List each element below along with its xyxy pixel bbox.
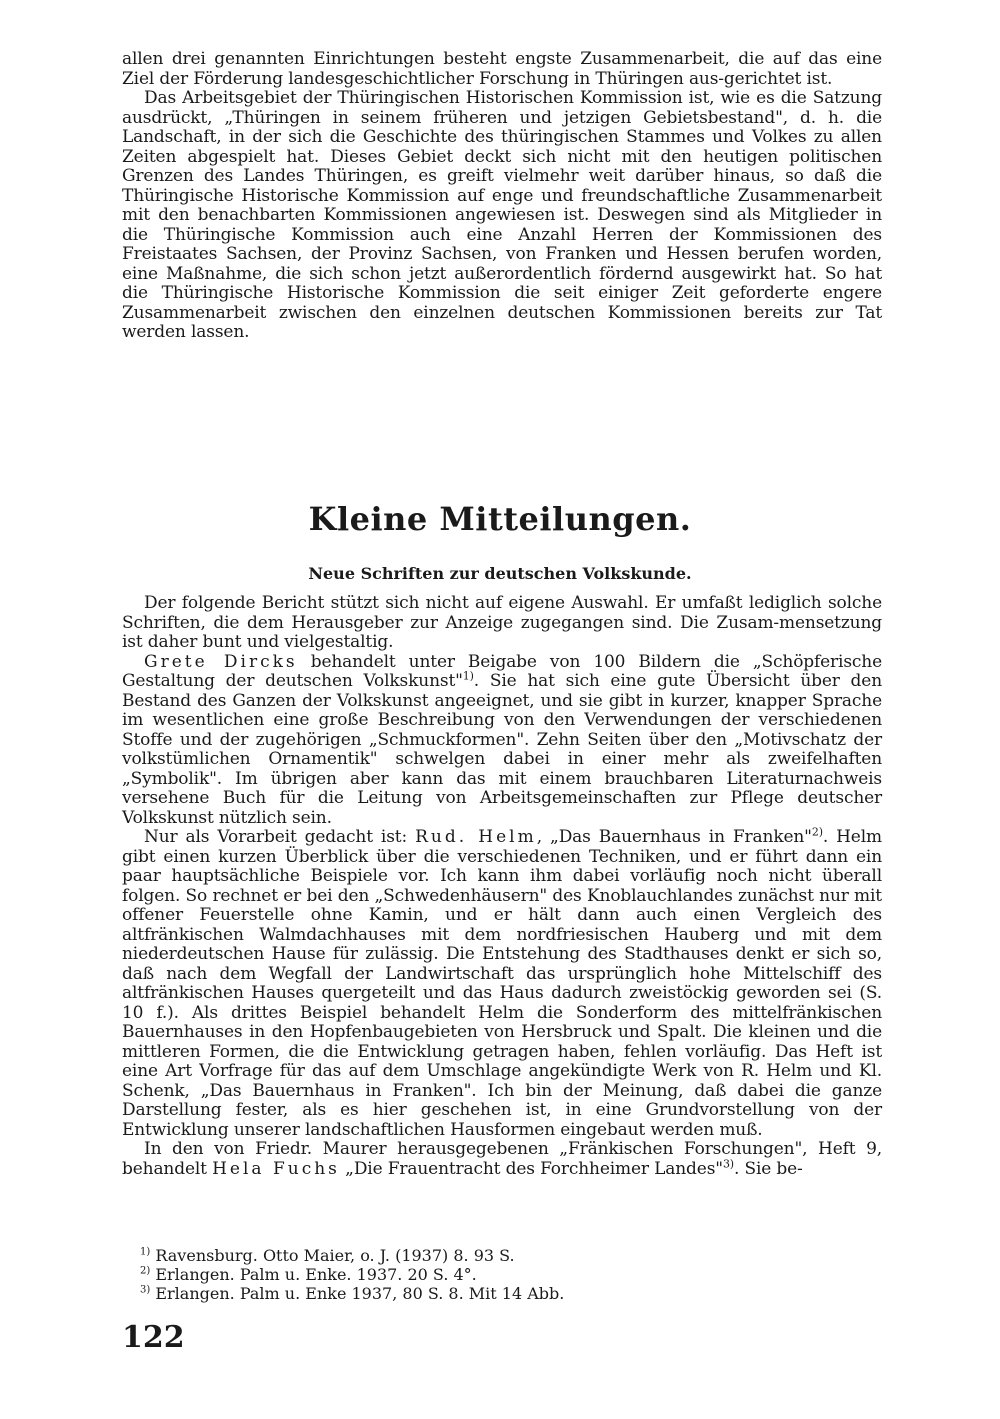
footnote-text: Erlangen. Palm u. Enke. 1937. 20 S. 4°. [150, 1265, 477, 1284]
footnotes [140, 1246, 840, 1303]
text-run: . Sie be- [733, 1158, 803, 1179]
author-name: Hela Fuchs [212, 1158, 340, 1179]
paragraph: allen drei genannten Einrichtungen besteht engste Zusammenarbeit, die auf das eine Ziel der Förderung landesgeschichtlicher Forschung in Thüringen aus-gerichtet ist. [122, 49, 882, 89]
footnote-mark: 3) [140, 1284, 151, 1296]
section-subheading: Neue Schriften zur deutschen Volkskunde. [308, 564, 692, 583]
text-run: behandelt unter Beigabe von 100 Bildern die „Schöpferische Gestaltung der deutschen Volkskunst" [122, 651, 882, 691]
footnote-ref: 3) [722, 1156, 734, 1170]
text-run: In den von Friedr. Maurer herausgegebenen „Fränkischen Forschungen", Heft 9, behandelt [122, 1139, 882, 1179]
paragraph [122, 825, 882, 1140]
main-text-block [122, 594, 882, 1179]
paragraph [122, 1140, 882, 1179]
footnote-mark: 1) [140, 1246, 151, 1258]
author-name: Rud. Helm [415, 827, 537, 847]
paragraph: Das Arbeitsgebiet der Thüringischen Historischen Kommission ist, wie es die Satzung ausdrückt, „Thüringen in seinem früheren und jetzigen Gebietsbestand", d. h. die Landschaft, in der sich die Geschichte des thüringischen Stammes und Volkes zu allen Zeiten abgespielt hat. Dieses Gebiet deckt sich nicht mit den heutigen politischen Grenzen des Landes Thüringen, es greift vielmehr weit darüber hinaus, so daß die Thüringische Historische Kommission auf enge und freundschaftliche Zusammenarbeit mit den benachbarten Kommissionen angewiesen ist. Deswegen sind als Mitglieder in die Thüringische Kommission auch eine Anzahl Herren der Kommissionen des Freistaates Sachsen, der Provinz Sachsen, von Franken und Hessen berufen worden, eine Maßnahme, die sich schon jetzt außerordentlich fördernd ausgewirkt hat. So hat die Thüringische Historische Kommission die seit einiger Zeit geforderte engere Zusammenarbeit zwischen den einzelnen deutschen Kommissionen bereits zur Tat werden lassen. [122, 88, 882, 342]
author-name: Grete Dircks [144, 651, 298, 672]
footnote [140, 1265, 840, 1284]
text-run: „Die Frauentracht des Forchheimer Landes" [339, 1158, 723, 1179]
section-heading: Kleine Mitteilungen. [308, 500, 692, 538]
text-run: , „Das Bauernhaus in Franken" [536, 827, 812, 847]
paragraph [122, 653, 882, 829]
footnote-text: Erlangen. Palm u. Enke 1937, 80 S. 8. Mit 14 Abb. [150, 1284, 565, 1303]
footnote-mark: 2) [140, 1265, 151, 1277]
footnote-ref: 2) [811, 825, 823, 839]
footnote-ref: 1) [462, 669, 474, 683]
top-text-block [122, 50, 882, 343]
footnote-text: Ravensburg. Otto Maier, o. J. (1937) 8. 93 S. [150, 1246, 515, 1265]
text-run: Nur als Vorarbeit gedacht ist: [144, 827, 416, 847]
page-number: 122 [122, 1320, 185, 1355]
paragraph: Der folgende Bericht stützt sich nicht auf eigene Auswahl. Er umfaßt lediglich solche Schriften, die dem Herausgeber zur Anzeige zugegangen sind. Die Zusam-mensetzung ist daher bunt und vielgestaltig. [122, 593, 882, 652]
footnote [140, 1246, 840, 1265]
footnote [140, 1284, 840, 1303]
text-run: . Helm gibt einen kurzen Überblick über die verschiedenen Techniken, und er führt dann ein paar hauptsächliche Beispiele vor. Ich kann ihm dabei vorläufig noch nicht überall folgen. So rechnet er bei den „Schwedenhäusern" des Knoblauchlandes zunächst nur mit offener Feuerstelle ohne Kamin, und er hält dann auch einen Vergleich des altfränkischen Walmdachhauses mit dem nordfriesischen Hauberg und mit dem niederdeutschen Hause für zulässig. Die Entstehung des Stadthauses denkt er sich so, daß nach dem Wegfall der Landwirtschaft das ursprünglich hohe Mittelschiff des altfränkischen Hauses quergeteilt und das Haus dadurch zweistöckig geworden sei (S. 10 f.). Als drittes Beispiel behandelt Helm die Sonderform des mittelfränkischen Bauernhauses in den Hopfenbaugebieten von Hersbruck und Spalt. Die kleinen und die mittleren Formen, die die Entwicklung getragen haben, fehlen vorläufig. Das Heft ist eine Art Vorfrage für das auf dem Umschlage angekündigte Werk von R. Helm und Kl. Schenk, „Das Bauernhaus in Franken". Ich bin der Meinung, daß dabei die ganze Darstellung fester, als es hier geschehen ist, in eine Grundvorstellung von der Entwicklung unserer landschaftlichen Hausformen eingebaut werden muß. [122, 827, 882, 1140]
text-run: . Sie hat sich eine gute Übersicht über den Bestand des Ganzen der Volkskunst angeeignet, und sie gibt in kurzer, knapper Sprache im wesentlichen eine große Beschreibung von den Verwendungen der verschiedenen Stoffe und der zugehörigen „Schmuckformen". Zehn Seiten über den „Motivschatz der volkstümlichen Ornamentik" schwelgen dabei in einer mehr als zweifelhaften „Symbolik". Im übrigen aber kann das mit einem brauchbaren Literaturnachweis versehene Buch für die Leitung von Arbeitsgemeinschaften zur Pflege deutscher Volkskunst nützlich sein. [122, 671, 882, 828]
